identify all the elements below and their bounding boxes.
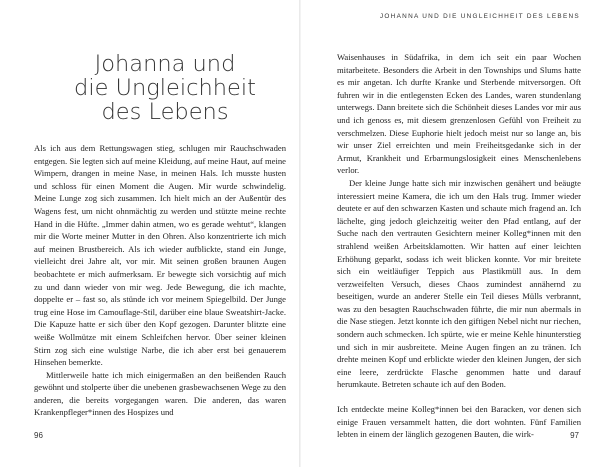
chapter-title-line: Johanna und — [94, 51, 236, 77]
chapter-title — [40, 52, 290, 124]
chapter-title-line: die Ungleichheit — [74, 75, 256, 101]
paragraph: Waisenhauses in Südafrika, in dem ich seit ein paar Wochen mitarbeitete. Besonders die Arbeit in den Townships und Slums hatte es mir angetan. Ich durfte Kranke und Sterbende mitversorgen. Oft fuhren wir in die entlegensten Ecken des Landes, waren stundenlang unterwegs. Dann breitete sich die Schönheit dieses Landes vor mir aus und ich genoss es, mit diesem grenzenlosen Gefühl von Freiheit zu verschmelzen. Diese Euphorie hielt jedoch meist nur so lange an, bis wir unser Ziel erreichten und mein Freiheitsgedanke sich in der Armut, Krankheit und Erbarmungslosigkeit eines Menschenlebens verlor. — [337, 52, 581, 176]
paragraph: Ich entdeckte meine Kolleg*innen bei den Baracken, vor denen sich einige Frauen versammelt hatten, die dort wohnten. Fünf Familien lebten in einem der länglich gezogenen Bauten, die wirk- — [337, 404, 581, 440]
paragraph: Mittlerweile hatte ich mich einigermaßen an den beißenden Rauch gewöhnt und stolperte über die unebenen grasbewachsenen Wege zu den anderen, die bereits vorgegangen waren. Die anderen, das waren Krankenpfleger*innen des Hospizes und — [34, 369, 286, 418]
paragraph: Der kleine Junge hatte sich mir inzwischen genähert und beäugte interessiert meine Kamera, die ich um den Hals trug. Immer wieder deutete er auf den schwarzen Kasten und schaute mich fragend an. Ich lächelte, ging jedoch gleichzeitig weiter den Pfad entlang, auf der Suche nach den vertrauten Gesichtern meiner Kolleg*innen mit den strahlend weißen Arbeitsklamotten. Wir hatten auf einer leichten Erhöhung geparkt, sodass ich weit blicken konnte. Vor mir breitete sich ein weitläufiger Teppich aus Plastikmüll aus. In dem verzweifelten Versuch, dieses Chaos zumindest annähernd zu beseitigen, wurde an anderer Stelle ein Teil dieses Mülls verbrannt, was zu den besagten Rauchschwaden führte, die mir nun abermals in die Nase stiegen. Jetzt konnte ich den giftigen Nebel nicht nur riechen, sondern auch schmecken. Ich spürte, wie er meine Kehle hinunterstieg und sich in mir ausbreitete. Meine Augen fingen an zu tränen. Ich drehte meinen Kopf und erblickte wieder den kleinen Jungen, der sich eine leere, zerdrückte Flasche genommen hatte und darauf herumkaute. Betreten schaute ich auf den Boden. — [337, 177, 581, 390]
running-head: JOHANNA UND DIE UNGLEICHHEIT DES LEBENS — [379, 13, 580, 20]
right-page — [301, 0, 600, 467]
left-body-text — [34, 142, 286, 419]
page-number-left: 96 — [34, 431, 43, 440]
page-number-right: 97 — [570, 431, 579, 440]
chapter-title-line: des Lebens — [101, 99, 229, 125]
paragraph: Als ich aus dem Rettungswagen stieg, schlugen mir Rauchschwaden entgegen. Sie legten sich auf meine Kleidung, auf meine Haut, auf meine Wimpern, drangen in meine Nase, in meinen Hals. Ich musste husten und schloss für einen Moment die Augen. Mir wurde schwindelig. Meine Lunge zog sich zusammen. Ich hielt mich an der Außentür des Wagens fest, um nicht ohnmächtig zu werden und stützte meine rechte Hand in die Hüfte. „Immer dahin atmen, wo es gerade wehtut“, klangen mir die Worte meiner Mutter in den Ohren. Also konzentrierte ich mich auf meinen Brustbereich. Als ich wieder aufblickte, stand ein Junge, vielleicht drei Jahre alt, vor mir. Mit seinen großen braunen Augen beobachtete er mich aufmerksam. Er bewegte sich vorsichtig auf mich zu und dann wieder von mir weg. Jede Bewegung, die ich machte, doppelte er – fast so, als stünde ich vor meinem Spiegelbild. Der Junge trug eine Hose im Camouflage-Stil, darüber eine blaue Sweatshirt-Jacke. Die Kapuze hatte er sich über den Kopf gezogen. Darunter blitzte eine weiße Wollmütze mit einem Schleifchen hervor. Über seiner kleinen Stirn zog sich eine wulstige Narbe, die ich aber erst bei genauerem Hinsehen bemerkte. — [34, 143, 286, 368]
right-body-text — [337, 51, 581, 441]
